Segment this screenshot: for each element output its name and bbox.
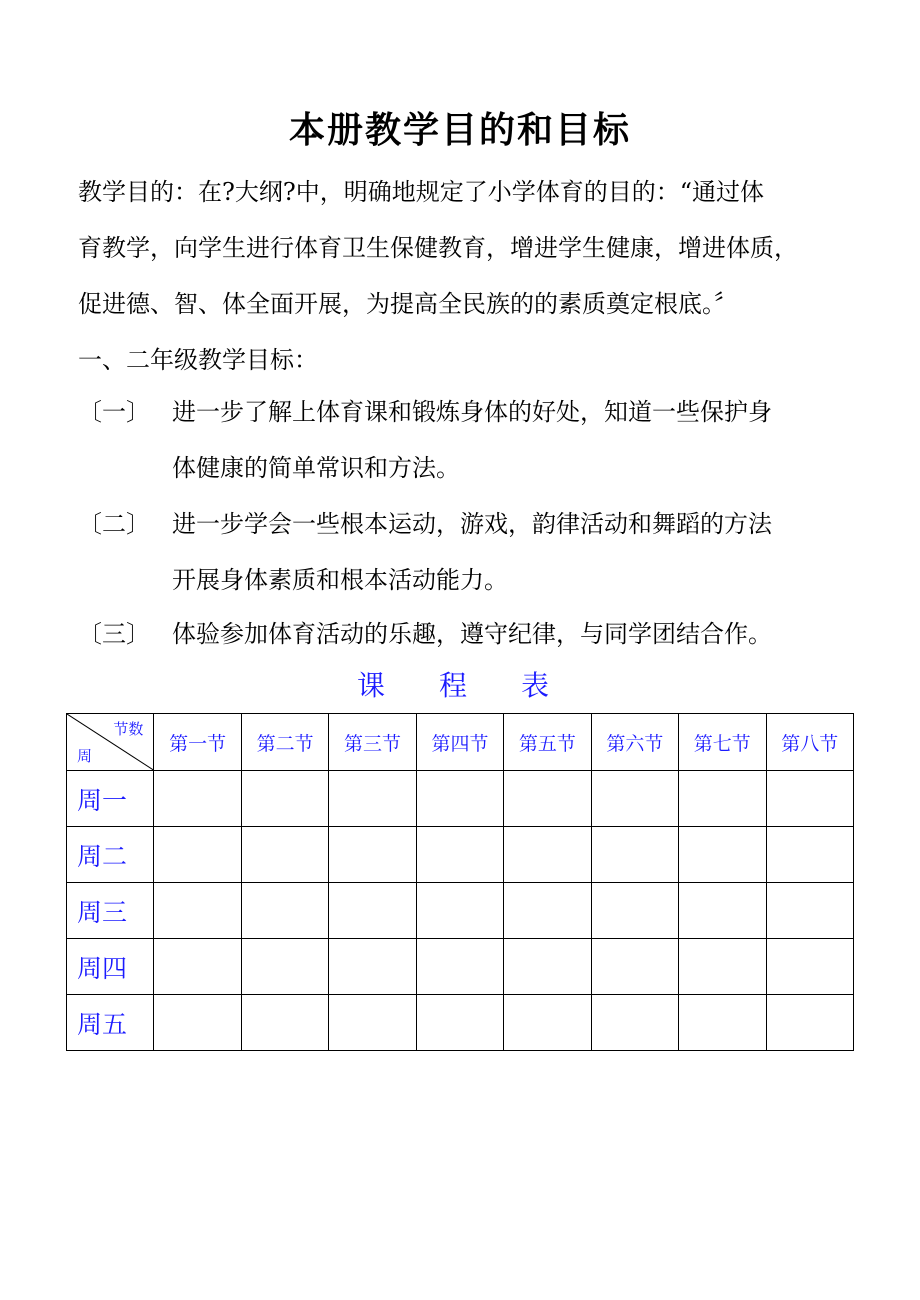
schedule-cell: [504, 771, 591, 827]
schedule-cell: [241, 883, 328, 939]
schedule-cell: [329, 771, 416, 827]
period-header: 第一节: [154, 714, 241, 771]
schedule-cell: [416, 995, 503, 1051]
schedule-cell: [679, 939, 766, 995]
table-row: [67, 995, 854, 1051]
purpose-paragraph: [78, 164, 850, 332]
goal-number: 〔三〕: [78, 620, 150, 648]
schedule-cell: [679, 771, 766, 827]
schedule-cell: [504, 939, 591, 995]
schedule-cell: [679, 995, 766, 1051]
schedule-cell: [241, 939, 328, 995]
corner-label-periods: 节数: [113, 720, 144, 738]
period-header: 第六节: [591, 714, 678, 771]
day-label: 周三: [67, 883, 154, 939]
schedule-cell: [766, 995, 854, 1051]
schedule-cell: [591, 939, 678, 995]
period-header: 第七节: [679, 714, 766, 771]
table-row: [67, 939, 854, 995]
schedule-cell: [591, 827, 678, 883]
schedule-corner-cell: [67, 714, 154, 771]
schedule-cell: [766, 827, 854, 883]
goal-line: 进一步学会一些根本运动，游戏，韵律活动和舞蹈的方法: [172, 510, 772, 538]
schedule-cell: [679, 827, 766, 883]
schedule-table: [66, 713, 854, 1051]
goal-number: 〔二〕: [78, 510, 150, 538]
goal-text: [172, 384, 852, 496]
purpose-line: 教学目的：在?大纲?中，明确地规定了小学体育的目的：“通过体: [78, 178, 765, 206]
goal-line: 体健康的简单常识和方法。: [172, 454, 460, 482]
schedule-cell: [591, 995, 678, 1051]
schedule-cell: [766, 883, 854, 939]
day-label: 周五: [67, 995, 154, 1051]
schedule-cell: [154, 883, 241, 939]
schedule-cell: [154, 939, 241, 995]
goal-text: [172, 496, 852, 608]
schedule-header-row: [67, 714, 854, 771]
schedule-cell: [416, 827, 503, 883]
goal-number: 〔一〕: [78, 398, 150, 426]
schedule-cell: [416, 883, 503, 939]
schedule-cell: [766, 771, 854, 827]
purpose-line: 促进德、智、体全面开展，为提高全民族的的素质奠定根底。〞: [78, 290, 738, 318]
schedule-cell: [329, 883, 416, 939]
day-label: 周四: [67, 939, 154, 995]
period-header: 第五节: [504, 714, 591, 771]
goals-heading: 一、二年级教学目标：: [78, 346, 318, 374]
schedule-cell: [154, 827, 241, 883]
schedule-cell: [504, 995, 591, 1051]
schedule-cell: [416, 771, 503, 827]
schedule-cell: [154, 995, 241, 1051]
schedule-cell: [241, 771, 328, 827]
purpose-line: 育教学，向学生进行体育卫生保健教育，增进学生健康，增进体质，: [78, 234, 798, 262]
schedule-cell: [329, 827, 416, 883]
goal-line: 进一步了解上体育课和锻炼身体的好处，知道一些保护身: [172, 398, 772, 426]
schedule-cell: [329, 939, 416, 995]
schedule-title: 课程表: [356, 669, 603, 702]
goal-line: 体验参加体育活动的乐趣，遵守纪律，与同学团结合作。: [172, 620, 772, 648]
period-header: 第四节: [416, 714, 503, 771]
schedule-cell: [241, 995, 328, 1051]
day-label: 周二: [67, 827, 154, 883]
schedule-cell: [241, 827, 328, 883]
schedule-cell: [591, 771, 678, 827]
schedule-cell: [504, 827, 591, 883]
table-row: [67, 883, 854, 939]
table-row: [67, 771, 854, 827]
period-header: 第八节: [766, 714, 854, 771]
schedule-cell: [591, 883, 678, 939]
schedule-cell: [679, 883, 766, 939]
period-header: 第二节: [241, 714, 328, 771]
schedule-cell: [154, 771, 241, 827]
schedule-cell: [766, 939, 854, 995]
goal-line: 开展身体素质和根本活动能力。: [172, 566, 508, 594]
schedule-cell: [329, 995, 416, 1051]
schedule-cell: [504, 883, 591, 939]
schedule-cell: [416, 939, 503, 995]
period-header: 第三节: [329, 714, 416, 771]
day-label: 周一: [67, 771, 154, 827]
corner-label-week: 周: [77, 747, 93, 765]
page-title: 本册教学目的和目标: [288, 109, 631, 151]
schedule-body: [67, 771, 854, 1051]
goal-text: [172, 606, 852, 662]
table-row: [67, 827, 854, 883]
